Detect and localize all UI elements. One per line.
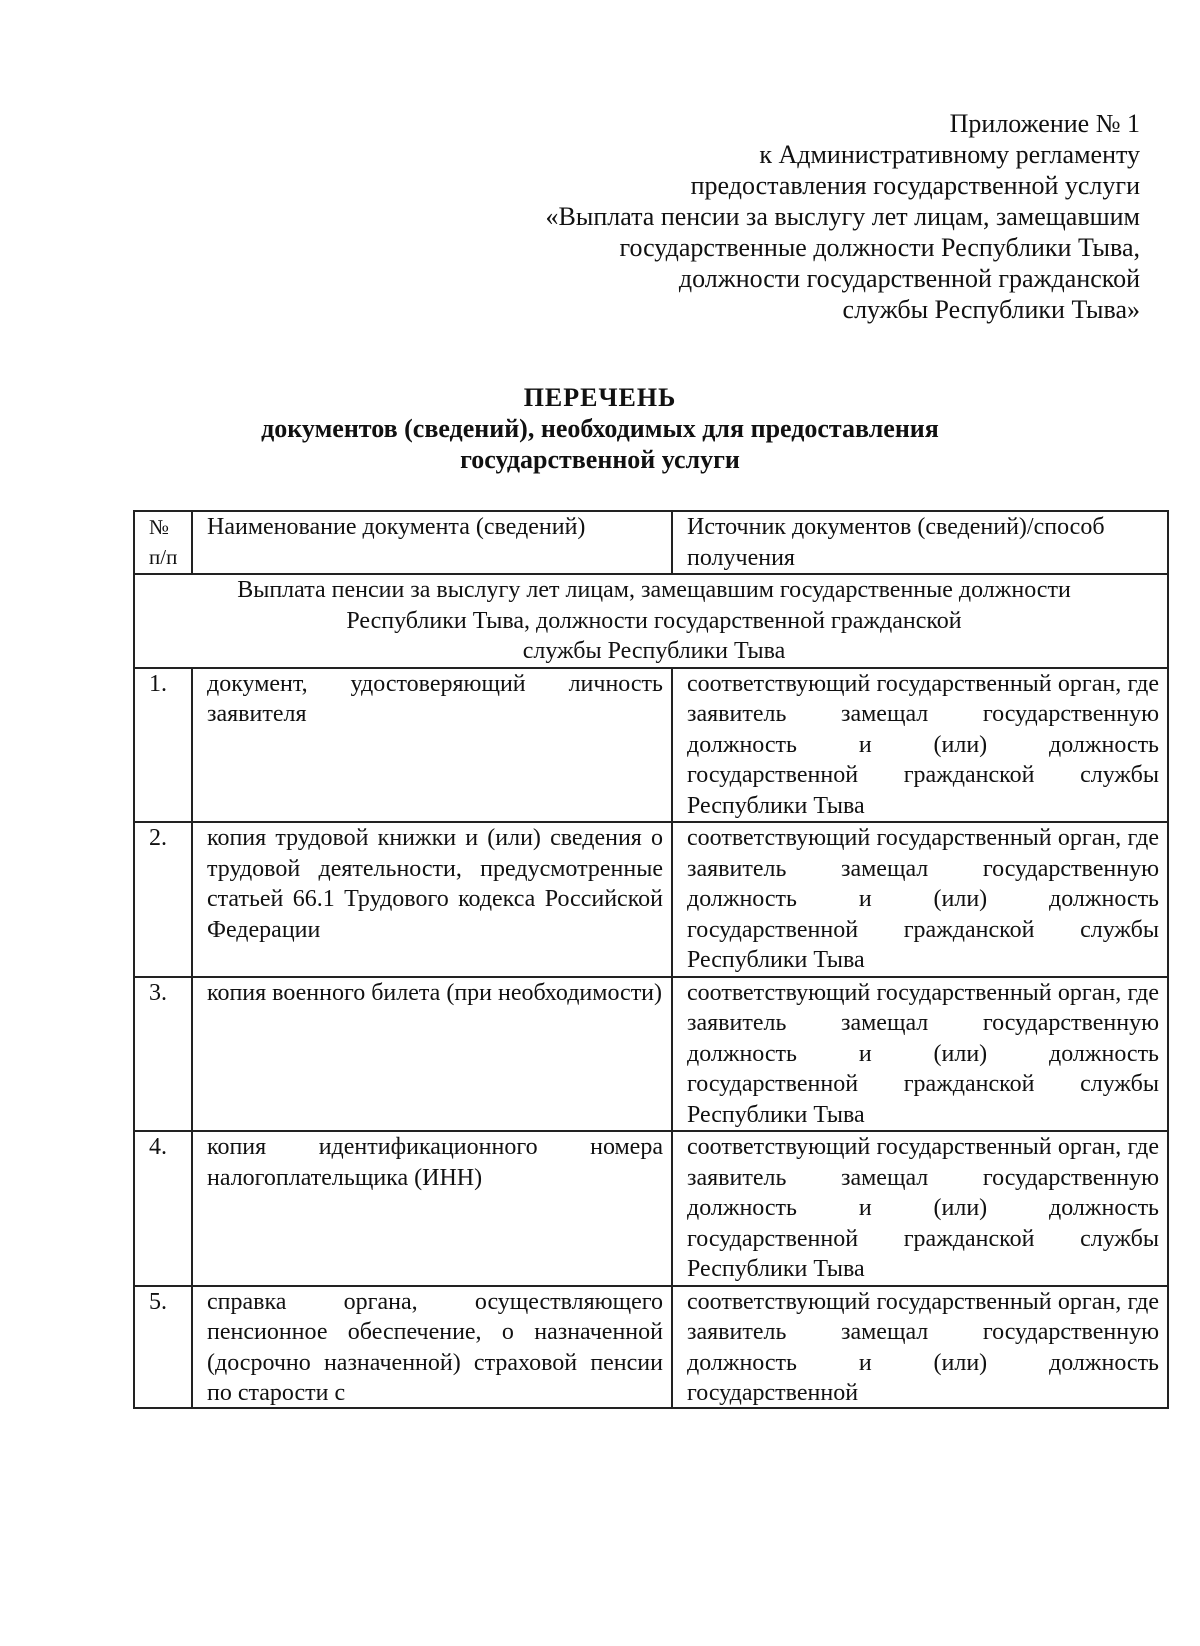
appendix-header-line: службы Республики Тыва»	[842, 295, 1140, 324]
document-source: соответствующий государственный орган, где заявитель замещал государственную должность и (или) должность государственной гражданской службы Республики Тыва	[672, 977, 1168, 1132]
table-row	[134, 822, 1168, 977]
document-name	[192, 1286, 672, 1408]
table-row	[134, 1286, 1168, 1408]
table-header-row	[134, 511, 1168, 574]
document-name-text: справка органа, осуществляющего пенсионное обеспечение, о назначенной (досрочно назначенной) страховой пенсии по старости с	[207, 1288, 663, 1406]
header-num-symbol: №	[149, 515, 170, 539]
header-source: Источник документов (сведений)/способ получения	[672, 511, 1168, 574]
documents-table	[133, 510, 1169, 1409]
document-source: соответствующий государственный орган, где заявитель замещал государственную должность и (или) должность государственной гражданской службы Республики Тыва	[672, 668, 1168, 823]
document-source-text: соответствующий государственный орган, где заявитель замещал государственную должность и (или) должность государственной	[687, 1288, 1159, 1406]
title-sub-line: документов (сведений), необходимых для предоставления	[261, 414, 939, 443]
appendix-header-line: Приложение № 1	[949, 109, 1140, 138]
section-title	[134, 574, 1168, 668]
appendix-header-line: к Административному регламенту	[759, 140, 1140, 169]
table-row	[134, 1131, 1168, 1286]
table-row	[134, 977, 1168, 1132]
section-row	[134, 574, 1168, 668]
appendix-header-line: предоставления государственной услуги	[690, 171, 1140, 200]
document-name: копия военного билета (при необходимости)	[192, 977, 672, 1132]
title-main: ПЕРЕЧЕНЬ	[523, 383, 677, 412]
row-number: 1.	[134, 668, 192, 823]
document-source	[672, 1286, 1168, 1408]
row-number: 3.	[134, 977, 192, 1132]
row-number: 4.	[134, 1131, 192, 1286]
document-source: соответствующий государственный орган, где заявитель замещал государственную должность и (или) должность государственной гражданской службы Республики Тыва	[672, 822, 1168, 977]
row-number: 5.	[134, 1286, 192, 1408]
header-name: Наименование документа (сведений)	[192, 511, 672, 574]
section-title-line: Республики Тыва, должности государственной гражданской	[346, 607, 962, 634]
document-source: соответствующий государственный орган, где заявитель замещал государственную должность и (или) должность государственной гражданской службы Республики Тыва	[672, 1131, 1168, 1286]
appendix-header-line: государственные должности Республики Тыва,	[619, 233, 1140, 262]
section-title-line: Выплата пенсии за выслугу лет лицам, замещавшим государственные должности	[237, 577, 1071, 603]
header-num	[134, 511, 192, 574]
document-name: документ, удостоверяющий личность заявителя	[192, 668, 672, 823]
appendix-header	[440, 108, 1140, 325]
appendix-header-line: должности государственной гражданской	[678, 264, 1140, 293]
document-name: копия трудовой книжки и (или) сведения о трудовой деятельности, предусмотренные статьей 66.1 Трудового кодекса Российской Федерации	[192, 822, 672, 977]
title-sub-line: государственной услуги	[460, 445, 740, 474]
row-number: 2.	[134, 822, 192, 977]
document-name: копия идентификационного номера налогоплательщика (ИНН)	[192, 1131, 672, 1286]
table-row	[134, 668, 1168, 823]
document-title	[0, 382, 1200, 475]
appendix-header-line: «Выплата пенсии за выслугу лет лицам, замещавшим	[545, 202, 1140, 231]
header-num-abbr: п/п	[149, 545, 178, 569]
section-title-line: службы Республики Тыва	[522, 638, 786, 664]
